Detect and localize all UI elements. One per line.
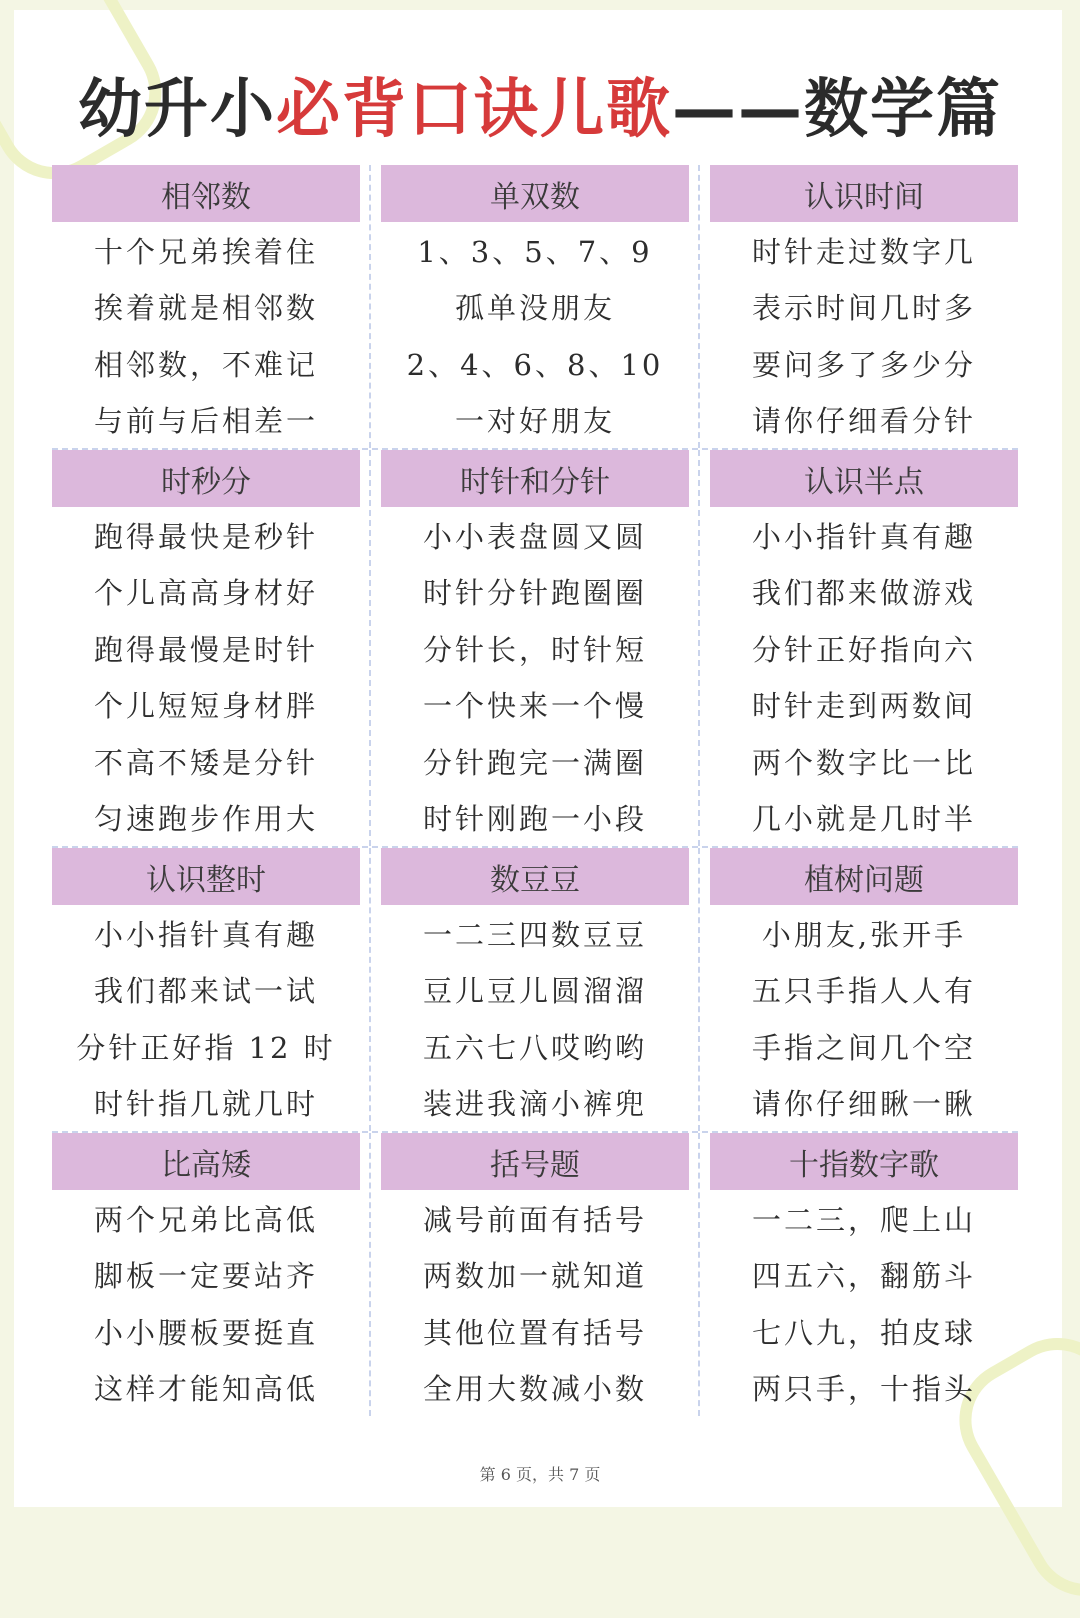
rhyme-line: 个儿高高身材好 [93, 576, 318, 611]
section-title: 认识整时 [52, 848, 360, 905]
section-title: 时针和分针 [381, 450, 689, 507]
section-title: 认识半点 [710, 450, 1018, 507]
section-title: 植树问题 [710, 848, 1018, 905]
title-part-red: 必背口诀儿歌 [276, 73, 672, 147]
section-title: 比高矮 [52, 1133, 360, 1190]
rhyme-line: 其他位置有括号 [422, 1315, 647, 1350]
rhyme-line: 两个兄弟比高低 [93, 1202, 318, 1237]
rhyme-line: 时针走到两数间 [751, 689, 976, 724]
rhyme-line: 1、3、5、7、9 [417, 234, 653, 269]
rhyme-section [381, 450, 689, 846]
rhyme-line: 脚板一定要站齐 [93, 1259, 318, 1294]
rhyme-line: 四五六，翻筋斗 [751, 1259, 976, 1294]
rhyme-line: 七八九，拍皮球 [751, 1315, 976, 1350]
rhyme-line: 两只手，十指头 [751, 1372, 976, 1407]
rhyme-section [52, 1133, 360, 1416]
rhyme-line: 表示时间几时多 [751, 291, 976, 326]
rhyme-line: 小小腰板要挺直 [93, 1315, 318, 1350]
rhyme-line: 小小指针真有趣 [751, 519, 976, 554]
rhyme-line: 分针正好指 12 时 [76, 1030, 336, 1065]
section-title: 认识时间 [710, 165, 1018, 222]
rhyme-line: 2、4、6、8、10 [406, 347, 664, 382]
rhyme-line: 孤单没朋友 [454, 291, 615, 326]
rhyme-line: 一二三四数豆豆 [422, 917, 647, 952]
title-part-black: 幼升小 [78, 73, 276, 147]
rhyme-line: 小小表盘圆又圆 [422, 519, 647, 554]
rhyme-section [52, 450, 360, 846]
rhyme-line: 几小就是几时半 [751, 802, 976, 837]
section-title: 单双数 [381, 165, 689, 222]
section-title: 数豆豆 [381, 848, 689, 905]
rhyme-line: 两个数字比一比 [751, 745, 976, 780]
rhyme-section [710, 848, 1018, 1131]
rhyme-line: 不高不矮是分针 [93, 745, 318, 780]
rhyme-line: 挨着就是相邻数 [93, 291, 318, 326]
section-row [52, 448, 1018, 846]
rhyme-line: 小小指针真有趣 [93, 917, 318, 952]
rhyme-section [381, 1133, 689, 1416]
title-part-rest: ——数学篇 [672, 73, 1002, 147]
rhyme-line: 匀速跑步作用大 [93, 802, 318, 837]
section-title: 十指数字歌 [710, 1133, 1018, 1190]
rhyme-line: 这样才能知高低 [93, 1372, 318, 1407]
rhyme-section [381, 165, 689, 448]
rhyme-line: 减号前面有括号 [422, 1202, 647, 1237]
rhyme-section [52, 848, 360, 1131]
rhyme-line: 请你仔细瞅一瞅 [751, 1087, 976, 1122]
rhyme-line: 分针跑完一满圈 [422, 745, 647, 780]
rhyme-line: 一对好朋友 [454, 404, 615, 439]
rhyme-line: 十个兄弟挨着住 [93, 234, 318, 269]
section-title: 时秒分 [52, 450, 360, 507]
rhyme-line: 跑得最慢是时针 [93, 632, 318, 667]
rhyme-line: 手指之间几个空 [751, 1030, 976, 1065]
rhyme-line: 请你仔细看分针 [751, 404, 976, 439]
rhyme-line: 分针长，时针短 [422, 632, 647, 667]
rhyme-line: 五只手指人人有 [751, 974, 976, 1009]
rhyme-line: 与前与后相差一 [93, 404, 318, 439]
section-title: 相邻数 [52, 165, 360, 222]
rhyme-grid [52, 165, 1018, 1416]
rhyme-line: 时针分针跑圈圈 [422, 576, 647, 611]
rhyme-section [710, 165, 1018, 448]
rhyme-line: 五六七八哎哟哟 [422, 1030, 647, 1065]
rhyme-line: 个儿短短身材胖 [93, 689, 318, 724]
rhyme-section [710, 1133, 1018, 1416]
rhyme-line: 分针正好指向六 [751, 632, 976, 667]
rhyme-section [710, 450, 1018, 846]
rhyme-line: 时针走过数字几 [751, 234, 976, 269]
rhyme-line: 小朋友,张开手 [761, 917, 967, 952]
section-title: 括号题 [381, 1133, 689, 1190]
rhyme-line: 一二三，爬上山 [751, 1202, 976, 1237]
rhyme-line: 两数加一就知道 [422, 1259, 647, 1294]
rhyme-line: 时针指几就几时 [93, 1087, 318, 1122]
rhyme-section [381, 848, 689, 1131]
rhyme-line: 我们都来做游戏 [751, 576, 976, 611]
rhyme-line: 我们都来试一试 [93, 974, 318, 1009]
page-number: 第 6 页，共 7 页 [479, 1465, 601, 1484]
section-row [52, 165, 1018, 448]
rhyme-line: 豆儿豆儿圆溜溜 [422, 974, 647, 1009]
rhyme-line: 全用大数减小数 [422, 1372, 647, 1407]
section-row [52, 1131, 1018, 1416]
rhyme-line: 一个快来一个慢 [422, 689, 647, 724]
rhyme-line: 装进我滴小裤兜 [422, 1087, 647, 1122]
rhyme-section [52, 165, 360, 448]
rhyme-line: 要问多了多少分 [751, 347, 976, 382]
page-title [0, 58, 1080, 150]
rhyme-line: 跑得最快是秒针 [93, 519, 318, 554]
section-row [52, 846, 1018, 1131]
rhyme-line: 相邻数，不难记 [93, 347, 318, 382]
rhyme-line: 时针刚跑一小段 [422, 802, 647, 837]
